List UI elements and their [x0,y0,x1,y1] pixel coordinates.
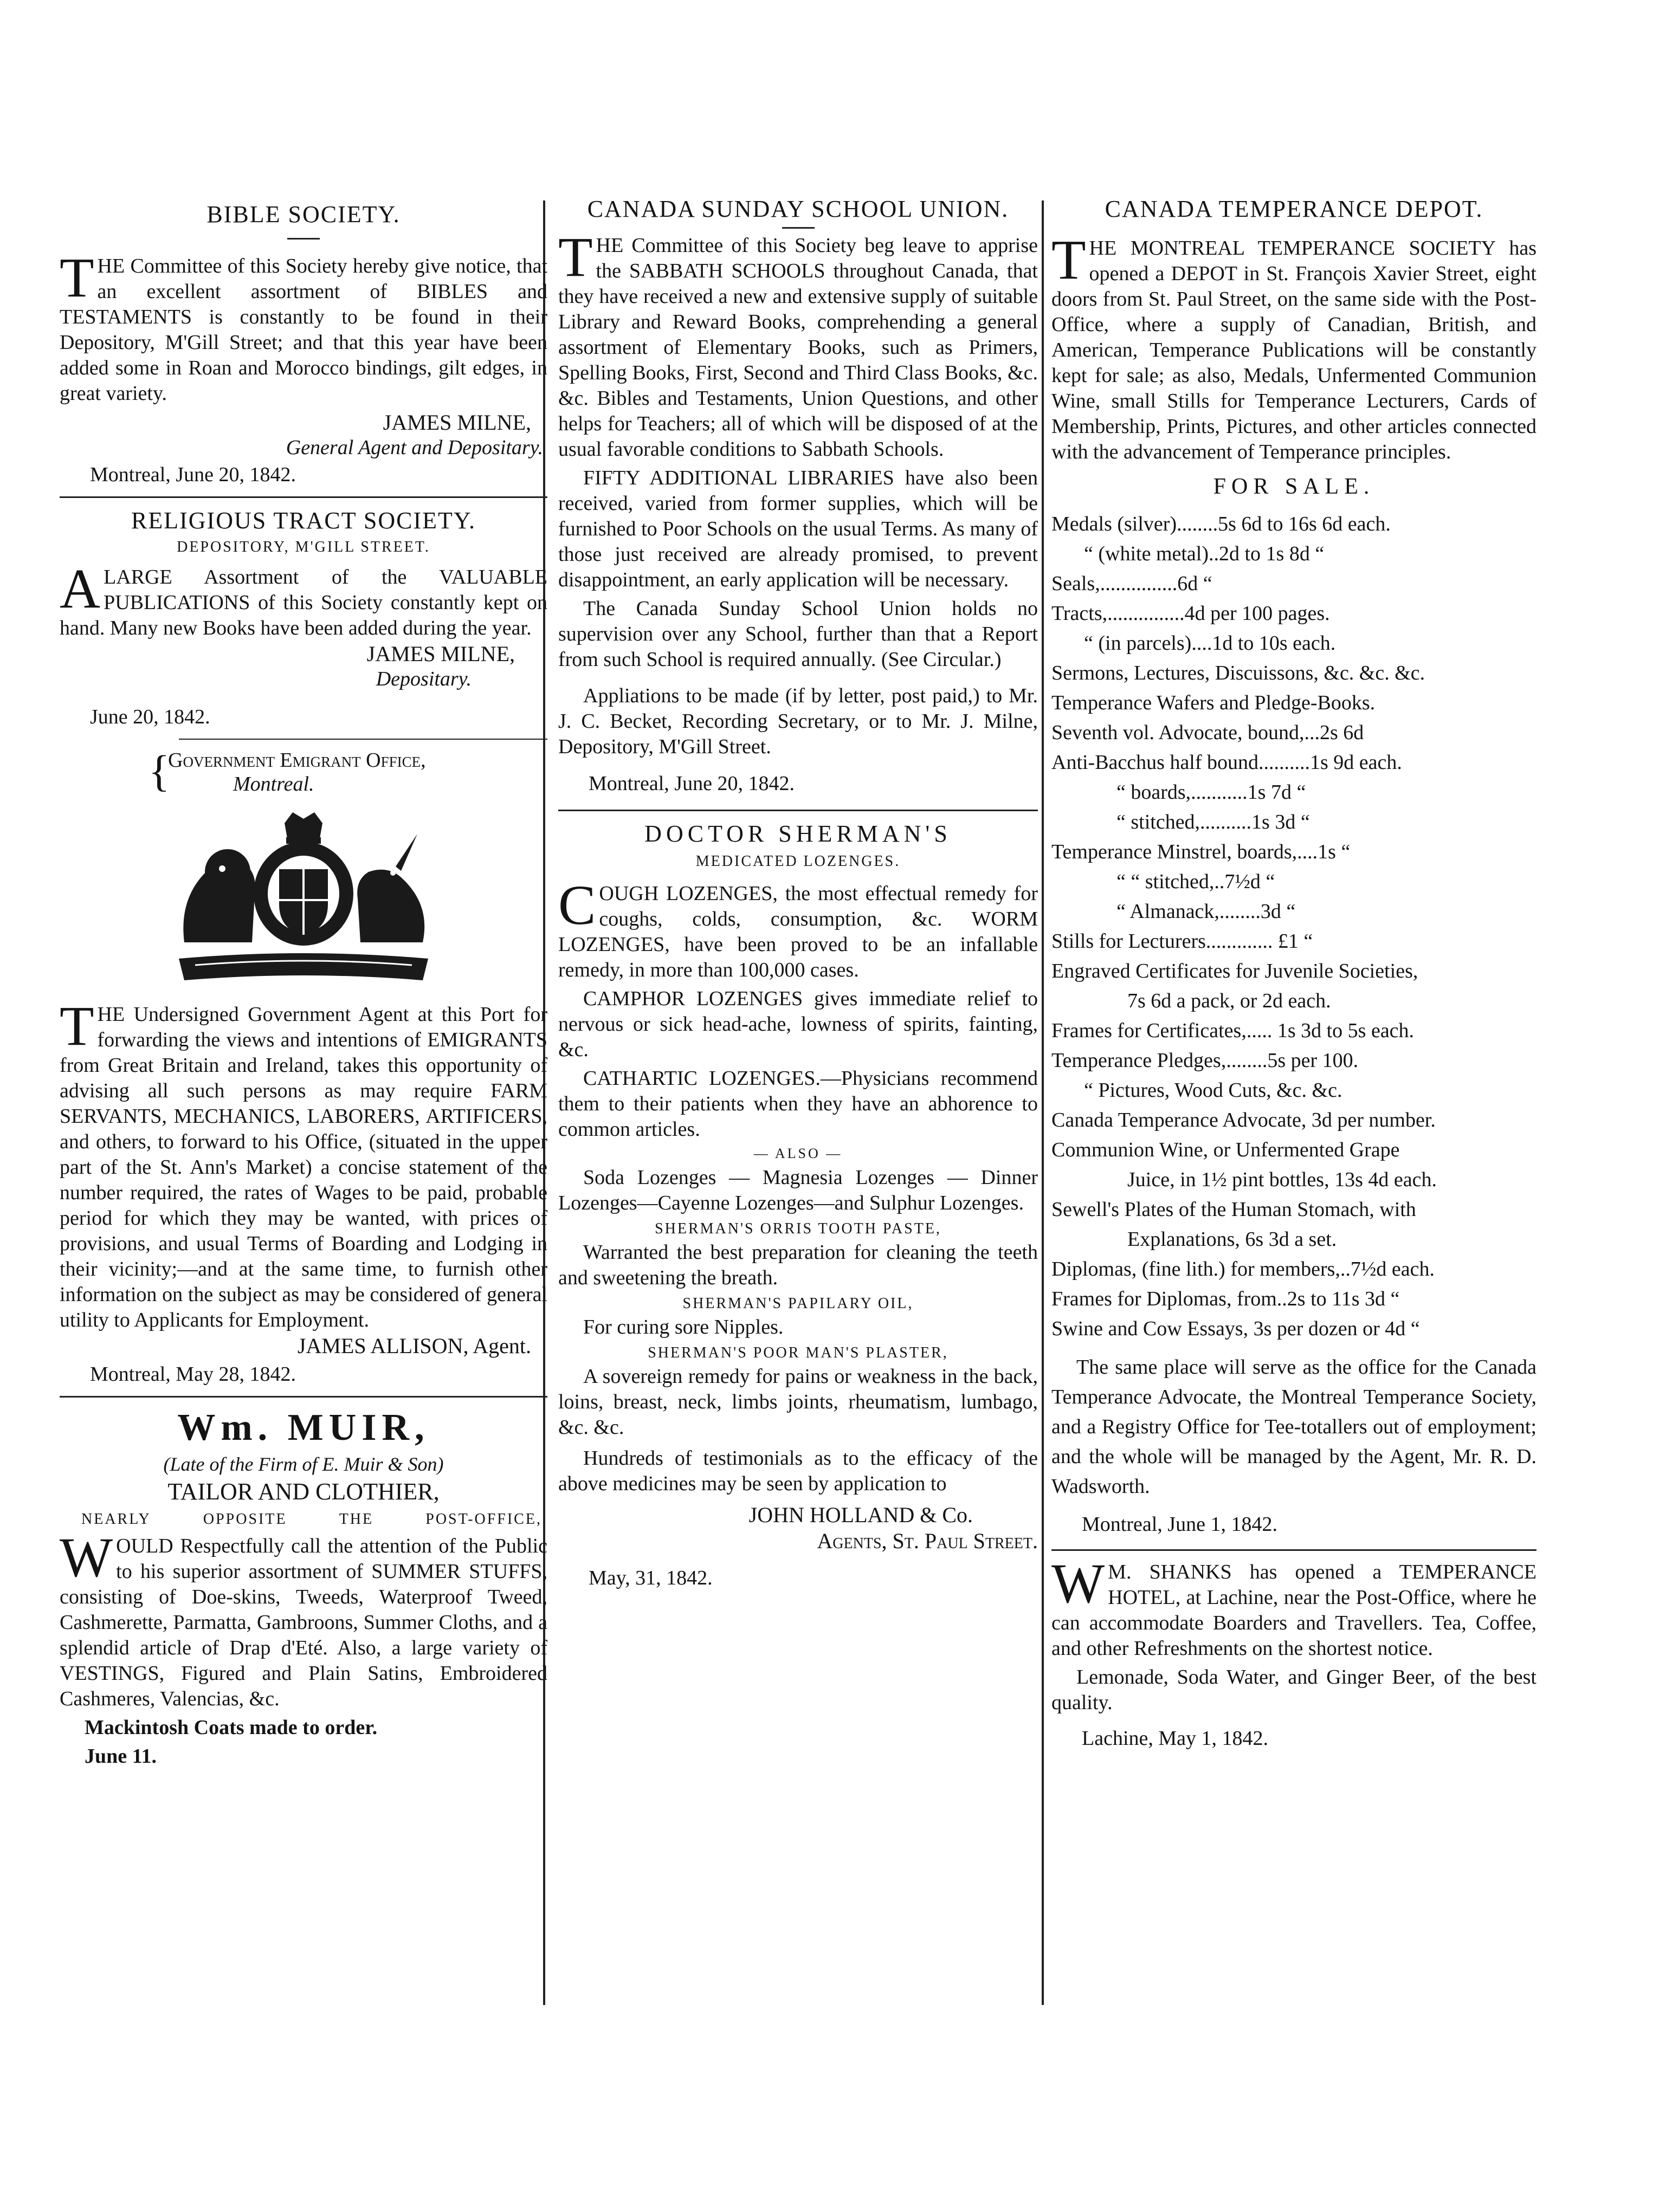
bible-society-ad [60,200,547,488]
column-middle [558,184,1038,2005]
tract-society-signer: JAMES MILNE, [366,642,515,666]
drop-cap: T [60,995,94,1057]
tract-society-subtitle: DEPOSITORY, M'GILL STREET. [177,539,430,555]
emigrant-office-heading [149,746,547,796]
drop-cap: A [60,558,101,620]
temperance-depot-text: HE MONTREAL TEMPERANCE SOCIETY has opened a DEPOT in St. François Xavier Street, eight doors from St. Paul Street, on the same side with the Post-Office, where a supply of Canadian, British, and American, Temperance Publications will be constantly kept for sale; as also, Medals, Unfermented Communion Wine, small Stills for Temperance Lecturers, Cards of Membership, Prints, Pictures, and other articles connected with the advancement of Temperance principles. [1051,237,1537,463]
papilary-oil-heading: SHERMAN'S PAPILARY OIL, [682,1295,914,1312]
price-list-item: 7s 6d a pack, or 2d each. [1127,989,1331,1012]
temperance-depot-closing: The same place will serve as the office for the Canada Temperance Advocate, the Montreal Temperance Society, and a Registry Office for Tee-totallers out of employment; and the whole will be managed by the Agent, Mr. R. D. Wadsworth. [1051,1356,1537,1498]
tract-society-body [60,558,547,641]
price-list-item: Engraved Certificates for Juvenile Societies, [1051,960,1418,982]
sherman-paragraph-1 [558,874,1038,983]
muir-trade: TAILOR AND CLOTHIER, [167,1478,440,1505]
short-rule [782,227,815,229]
price-list-item: Temperance Pledges,........5s per 100. [1051,1049,1359,1072]
price-list-item: Frames for Certificates,..... 1s 3d to 5s each. [1051,1019,1415,1042]
temperance-depot-title: CANADA TEMPERANCE DEPOT. [1105,196,1483,222]
shanks-date: Lachine, May 1, 1842. [1082,1727,1269,1750]
bible-society-date: Montreal, June 20, 1842. [90,463,296,486]
muir-body [60,1527,547,1712]
shanks-text: M. SHANKS has opened a TEMPERANCE HOTEL, at Lachine, near the Post-Office, where he can accommodate Boarders and Travellers. Tea, Coffee, and other Refreshments on the shortest notice. [1051,1561,1537,1660]
price-list-item: “ Pictures, Wood Cuts, &c. &c. [1084,1079,1342,1102]
muir-coats-line: Mackintosh Coats made to order. [85,1716,378,1739]
column-left [60,184,547,2005]
emigrant-office-ad [60,748,547,1387]
sherman-paragraph-6: For curing sore Nipples. [583,1316,784,1338]
price-list-item: Seventh vol. Advocate, bound,...2s 6d [1051,721,1364,744]
union-paragraph-3: The Canada Sunday School Union holds no supervision over any School, further than that a Report from such School is required annually. (See Circular.) [558,597,1038,671]
location-word: POST-OFFICE, [425,1511,542,1528]
sherman-paragraph-3: CATHARTIC LOZENGES.—Physicians recommend them to their patients when they have an abhorence to common articles. [558,1067,1038,1141]
location-word: OPPOSITE [203,1511,287,1528]
tract-society-text: LARGE Assortment of the VALUABLE PUBLICATIONS of this Society constantly kept on hand. Many new Books have been added during the year. [60,566,547,639]
drop-cap: T [558,226,593,288]
price-list-item: Diplomas, (fine lith.) for members,..7½d each. [1051,1258,1435,1280]
price-list-item: Juice, in 1½ pint bottles, 13s 4d each. [1127,1168,1437,1191]
column-rule-right [1042,200,1044,2005]
temperance-depot-ad [1051,195,1537,1537]
royal-coat-of-arms-icon [163,812,444,991]
price-list-item: Temperance Wafers and Pledge-Books. [1051,691,1376,714]
muir-name: Wm. MUIR, [177,1407,430,1448]
divider [60,1396,547,1398]
emigrant-office-date: Montreal, May 28, 1842. [90,1363,296,1386]
sunday-school-union-title: CANADA SUNDAY SCHOOL UNION. [587,196,1009,222]
temperance-depot-body [1051,229,1537,465]
sherman-paragraph-4: Soda Lozenges — Magnesia Lozenges — Dinner Lozenges—Cayenne Lozenges—and Sulphur Lozenges. [558,1166,1038,1214]
sherman-paragraph-2: CAMPHOR LOZENGES gives immediate relief to nervous or sick head-ache, lowness of spirits, fainting, &c. [558,987,1038,1061]
sunday-school-union-ad [558,195,1038,797]
price-list-item: Explanations, 6s 3d a set. [1127,1228,1337,1251]
muir-location [81,1511,542,1528]
sherman-subtitle: MEDICATED LOZENGES. [695,853,901,870]
price-list-item: Sewell's Plates of the Human Stomach, with [1051,1198,1416,1221]
bible-society-signer: JAMES MILNE, [383,410,531,435]
price-list-item: “ Almanack,........3d “ [1116,900,1296,923]
price-list-item: “ “ stitched,..7½d “ [1116,870,1275,893]
price-list-item: “ stitched,..........1s 3d “ [1116,811,1310,833]
sherman-paragraph-5: Warranted the best preparation for cleaning the teeth and sweetening the breath. [558,1241,1038,1289]
bible-society-body [60,247,547,406]
drop-cap: C [558,874,596,936]
tract-society-ad [60,507,547,730]
price-list-item: Communion Wine, or Unfermented Grape [1051,1139,1400,1161]
price-list-item: “ boards,...........1s 7d “ [1116,781,1306,804]
price-list-item: Medals (silver)........5s 6d to 16s 6d each. [1051,513,1391,535]
price-list-item: Canada Temperance Advocate, 3d per number. [1051,1109,1436,1131]
divider [179,739,547,740]
column-right [1051,184,1537,2005]
union-text-1: HE Committee of this Society beg leave to apprise the SABBATH SCHOOLS throughout Canada, that they have received a new and extensive supply of suitable Library and Reward Books, comprehending a general assortment of Elementary Books, such as Primers, Spelling Books, First, Second and Third Class Books, &c. &c. Bibles and Testaments, Union Questions, and other helps for Teachers; all of which will be disposed of at the usual favorable conditions to Sabbath Schools. [558,234,1038,461]
sherman-paragraph-8: Hundreds of testimonials as to the efficacy of the above medicines may be seen by application to [558,1447,1038,1495]
shanks-paragraph-2: Lemonade, Soda Water, and Ginger Beer, of the best quality. [1051,1666,1537,1714]
sherman-signer-address: Agents, St. Paul Street. [817,1529,1038,1553]
drop-cap: T [60,247,94,309]
divider [60,496,547,498]
bible-society-signer-title: General Agent and Depositary. [286,436,543,459]
location-word: THE [339,1511,374,1528]
emigrant-office-place: Montreal. [233,773,314,795]
sherman-text-1: OUGH LOZENGES, the most effectual remedy for coughs, colds, consumption, &c. WORM LOZENGES, have been proved to be an infallable remedy, in more than 100,000 cases. [558,882,1038,981]
sherman-signer: JOHN HOLLAND & Co. [748,1503,973,1527]
sherman-date: May, 31, 1842. [589,1567,713,1589]
price-list-item: “ (white metal)..2d to 1s 8d “ [1084,542,1325,565]
emigrant-office-signer: JAMES ALLISON, Agent. [297,1334,531,1358]
divider [1051,1549,1537,1551]
drop-cap: T [1051,229,1086,291]
sherman-lozenges-ad [558,820,1038,1591]
price-list-item: “ (in parcels)....1d to 10s each. [1084,632,1336,655]
emigrant-office-body [60,995,547,1333]
union-date: Montreal, June 20, 1842. [589,772,795,795]
price-list-item: Sermons, Lectures, Discuissons, &c. &c. &c. [1051,662,1425,684]
muir-date: June 11. [85,1745,157,1768]
union-paragraph-2: FIFTY ADDITIONAL LIBRARIES have also been received, varied from former supplies, which will be furnished to Poor Schools on the usual Terms. As many of those just received are already promised, to prevent disappointment, an early application will be necessary. [558,467,1038,591]
shanks-body [1051,1553,1537,1661]
price-list-item: Tracts,...............4d per 100 pages. [1051,602,1330,625]
price-list [1051,509,1537,1344]
shanks-hotel-ad [1051,1553,1537,1751]
muir-text: OULD Respectfully call the attention of the Public to his superior assortment of SUMMER STUFFS, consisting of Doe-skins, Tweeds, Waterproof Tweed, Cashmerette, Parmatta, Gambroons, Summer Cloths, and a splendid article of Drap d'Eté. Also, a large variety of VESTINGS, Figured and Plain Satins, Embroidered Cashmeres, Valencias, &c. [60,1535,547,1710]
price-list-item: Seals,...............6d “ [1051,572,1212,595]
price-list-item: Swine and Cow Essays, 3s per dozen or 4d “ [1051,1317,1420,1340]
sherman-title: DOCTOR SHERMAN'S [644,820,952,847]
short-rule [287,238,320,240]
union-paragraph-4: Appliations to be made (if by letter, post paid,) to Mr. J. C. Becket, Recording Secretary, or to Mr. J. Milne, Depository, M'Gill Street. [558,684,1038,758]
temperance-depot-date: Montreal, June 1, 1842. [1082,1513,1277,1536]
drop-cap: W [60,1527,113,1589]
also-divider: — ALSO — [753,1146,843,1161]
tract-society-title: RELIGIOUS TRACT SOCIETY. [131,507,476,534]
divider [558,810,1038,811]
muir-tailor-ad [60,1406,547,1769]
bible-society-text: HE Committee of this Society hereby give notice, that an excellent assortment of BIBLES and TESTAMENTS is constantly to be found in their Depository, M'Gill Street; and that this year have been added some in Roan and Morocco bindings, gilt edges, in great variety. [60,255,547,405]
brace-glyph: { [149,746,170,795]
price-list-item: Anti-Bacchus half bound..........1s 9d each. [1051,751,1402,774]
plaster-heading: SHERMAN'S POOR MAN'S PLASTER, [648,1344,948,1361]
tract-society-date: June 20, 1842. [90,706,210,728]
drop-cap: W [1051,1553,1105,1615]
tooth-paste-heading: SHERMAN'S ORRIS TOOTH PASTE, [655,1220,941,1237]
union-paragraph-1 [558,226,1038,462]
price-list-item: Stills for Lecturers............. £1 “ [1051,930,1313,953]
location-word: NEARLY [81,1511,151,1528]
tract-society-signer-title: Depositary. [376,668,472,690]
price-list-item: Temperance Minstrel, boards,....1s “ [1051,840,1351,863]
muir-former-firm: (Late of the Firm of E. Muir & Son) [163,1453,444,1475]
emigrant-office-text: HE Undersigned Government Agent at this Port for forwarding the views and intentions of EMIGRANTS from Great Britain and Ireland, takes this opportunity of advising all such persons as may require FARM SERVANTS, MECHANICS, LABORERS, ARTIFICERS, and others, to forward to his Office, (situated in the upper part of the St. Ann's Market) a concise statement of the number required, the rates of Wages to be paid, probable period for which they may be wanted, with prices of provisions, and usual Terms of Boarding and Lodging in their vicinity;—and at the same time, to furnish other information on the subject as may be considered of general utility to Applicants for Employment. [60,1003,547,1331]
sherman-paragraph-7: A sovereign remedy for pains or weakness in the back, loins, breast, neck, limbs joints, rheumatism, lumbago, &c. &c. [558,1365,1038,1439]
price-list-item: Frames for Diplomas, from..2s to 11s 3d “ [1051,1288,1400,1310]
for-sale-heading: FOR SALE. [1213,474,1375,499]
emigrant-office-name: Government Emigrant Office, [168,749,426,772]
bible-society-title: BIBLE SOCIETY. [206,201,401,228]
